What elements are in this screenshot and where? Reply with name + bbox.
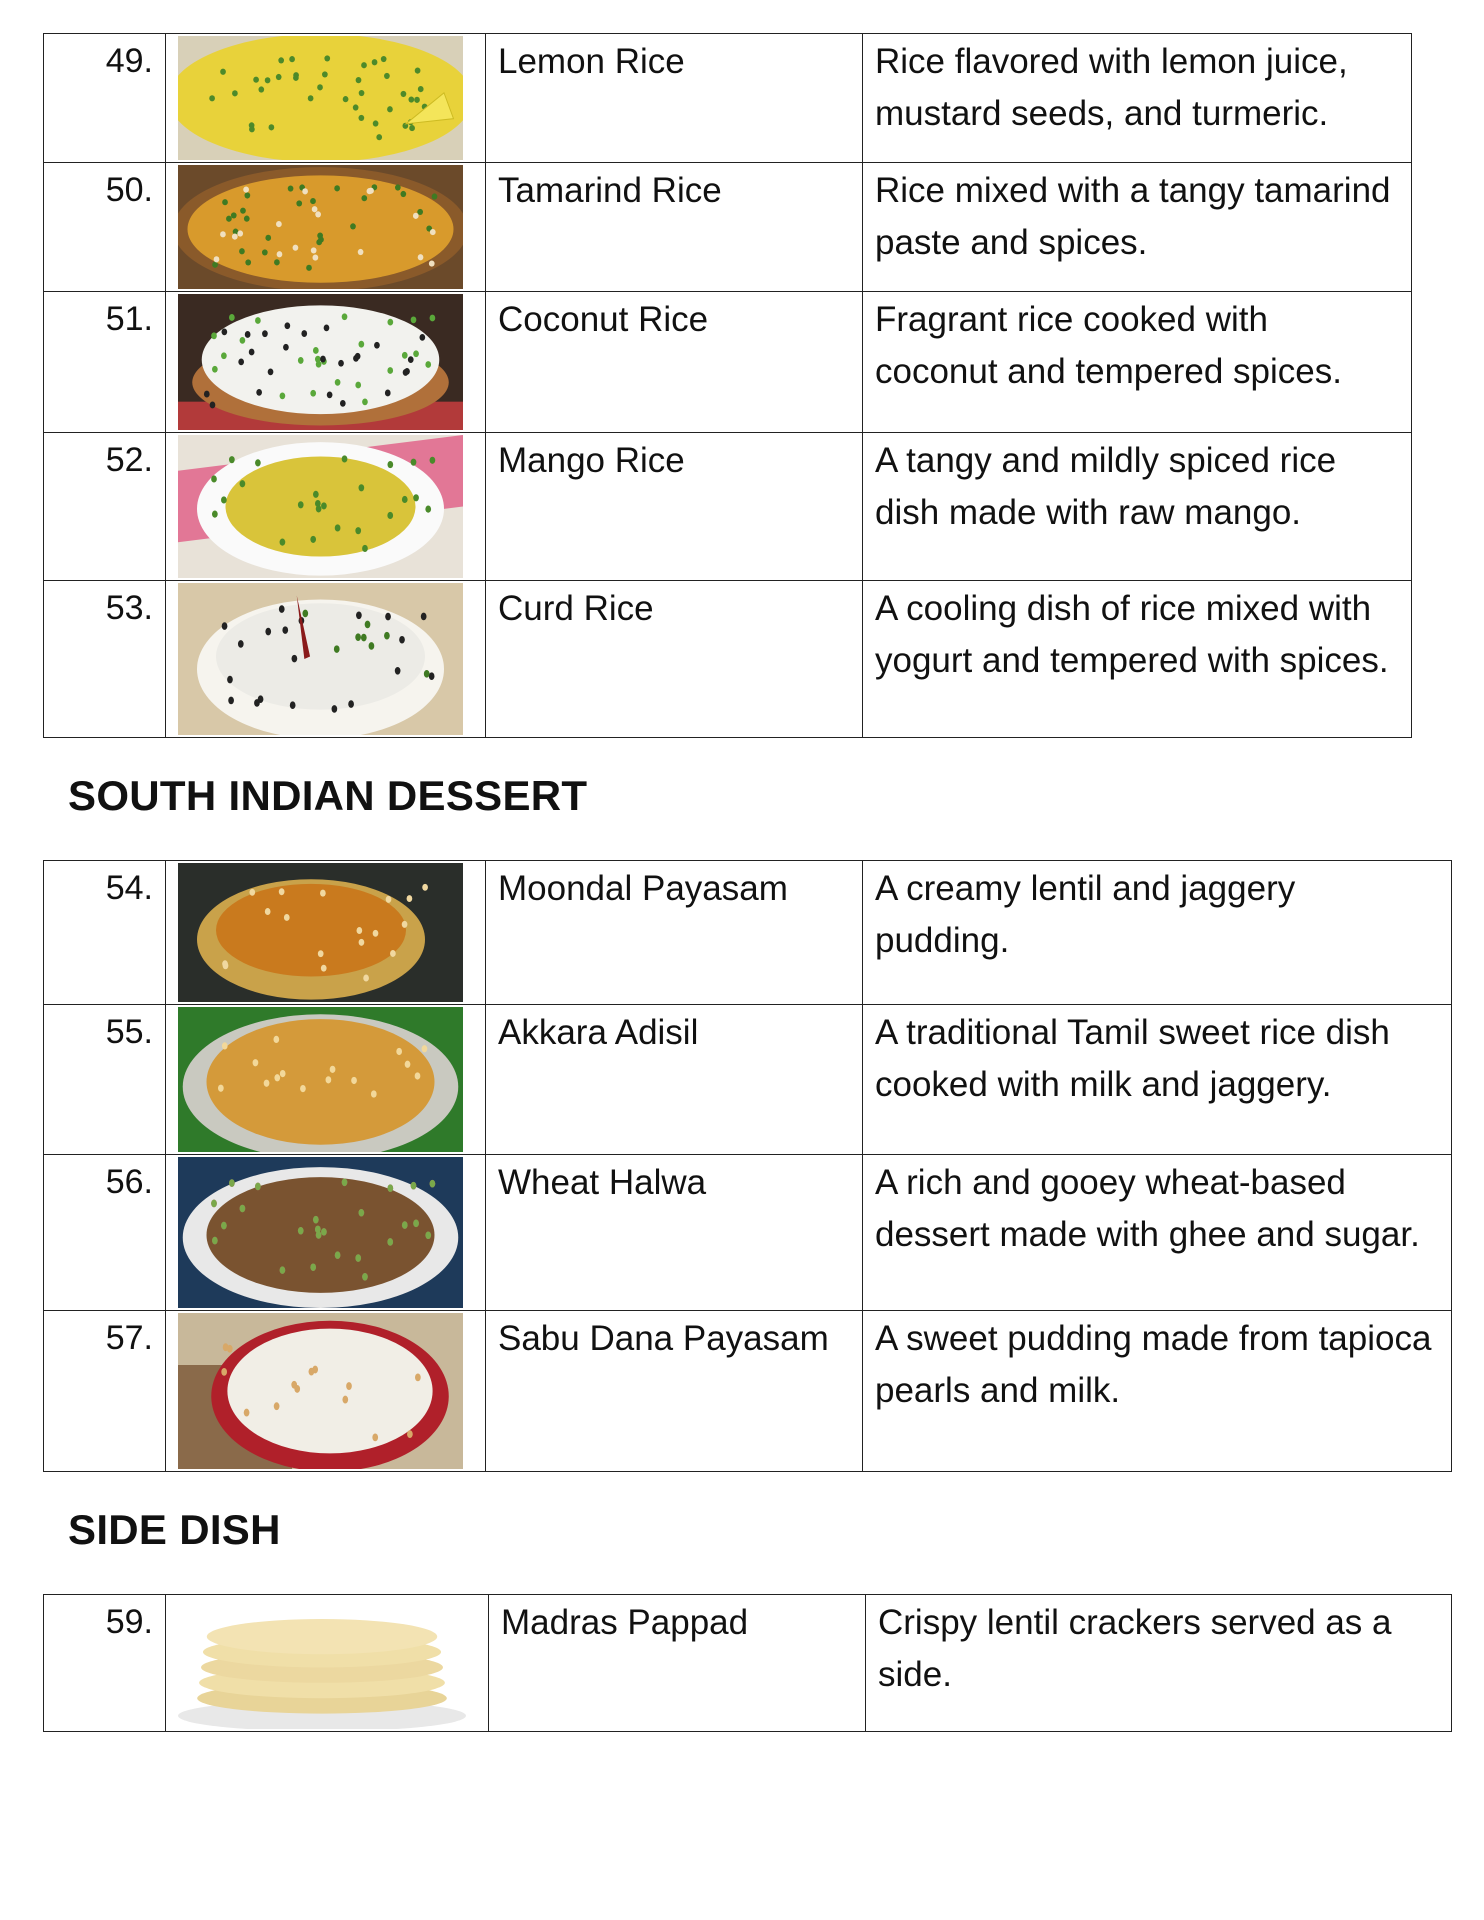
dish-name: Moondal Payasam — [486, 861, 863, 1005]
dish-photo-cell — [166, 581, 486, 738]
dessert-table — [43, 860, 1452, 1472]
dish-description: A traditional Tamil sweet rice dish cooked with milk and jaggery. — [863, 1005, 1452, 1155]
table-row — [44, 1005, 1452, 1155]
dish-description: Rice mixed with a tangy tamarind paste and spices. — [863, 163, 1412, 292]
item-number: 53. — [44, 581, 166, 738]
dish-name: Madras Pappad — [489, 1595, 866, 1732]
side-dish-table — [43, 1594, 1452, 1732]
dish-description: Fragrant rice cooked with coconut and tempered spices. — [863, 292, 1412, 433]
dish-photo — [178, 1597, 466, 1729]
table-row — [44, 163, 1412, 292]
section-title-side-dish: SIDE DISH — [68, 1506, 281, 1553]
item-number: 49. — [44, 34, 166, 163]
table-row — [44, 292, 1412, 433]
dish-name: Lemon Rice — [486, 34, 863, 163]
dish-photo — [178, 435, 463, 578]
dish-photo-cell — [166, 433, 486, 581]
dish-description: A creamy lentil and jaggery pudding. — [863, 861, 1452, 1005]
dish-photo — [178, 36, 463, 160]
item-number: 59. — [44, 1595, 166, 1732]
item-number: 51. — [44, 292, 166, 433]
dish-description: Crispy lentil crackers served as a side. — [866, 1595, 1452, 1732]
dish-photo — [178, 1313, 463, 1469]
table-row — [44, 861, 1452, 1005]
dish-photo-cell — [166, 1311, 486, 1472]
item-number: 56. — [44, 1155, 166, 1311]
dish-photo — [178, 863, 463, 1002]
dish-photo-cell — [166, 163, 486, 292]
item-number: 52. — [44, 433, 166, 581]
item-number: 50. — [44, 163, 166, 292]
table-row — [44, 34, 1412, 163]
dish-name: Tamarind Rice — [486, 163, 863, 292]
dish-name: Mango Rice — [486, 433, 863, 581]
item-number: 54. — [44, 861, 166, 1005]
table-row — [44, 433, 1412, 581]
item-number: 57. — [44, 1311, 166, 1472]
dish-photo-cell — [166, 1005, 486, 1155]
table-row — [44, 1595, 1452, 1732]
dish-photo — [178, 1007, 463, 1152]
table-row — [44, 1155, 1452, 1311]
dish-description: Rice flavored with lemon juice, mustard seeds, and turmeric. — [863, 34, 1412, 163]
dish-photo-cell — [166, 34, 486, 163]
dish-photo-cell — [166, 1595, 489, 1732]
dish-photo-cell — [166, 292, 486, 433]
dish-photo-cell — [166, 861, 486, 1005]
dish-photo — [178, 583, 463, 735]
table-row — [44, 581, 1412, 738]
dish-description: A tangy and mildly spiced rice dish made with raw mango. — [863, 433, 1412, 581]
item-number: 55. — [44, 1005, 166, 1155]
dish-name: Coconut Rice — [486, 292, 863, 433]
table-row — [44, 1311, 1452, 1472]
dish-photo-cell — [166, 1155, 486, 1311]
dish-description: A sweet pudding made from tapioca pearls and milk. — [863, 1311, 1452, 1472]
dish-name: Akkara Adisil — [486, 1005, 863, 1155]
dish-description: A cooling dish of rice mixed with yogurt and tempered with spices. — [863, 581, 1412, 738]
dish-photo — [178, 165, 463, 289]
dish-name: Curd Rice — [486, 581, 863, 738]
dish-photo — [178, 1157, 463, 1308]
dish-name: Wheat Halwa — [486, 1155, 863, 1311]
dish-description: A rich and gooey wheat-based dessert made with ghee and sugar. — [863, 1155, 1452, 1311]
rice-dishes-table — [43, 33, 1412, 738]
dish-photo — [178, 294, 463, 430]
dish-name: Sabu Dana Payasam — [486, 1311, 863, 1472]
section-title-dessert: SOUTH INDIAN DESSERT — [68, 772, 588, 819]
